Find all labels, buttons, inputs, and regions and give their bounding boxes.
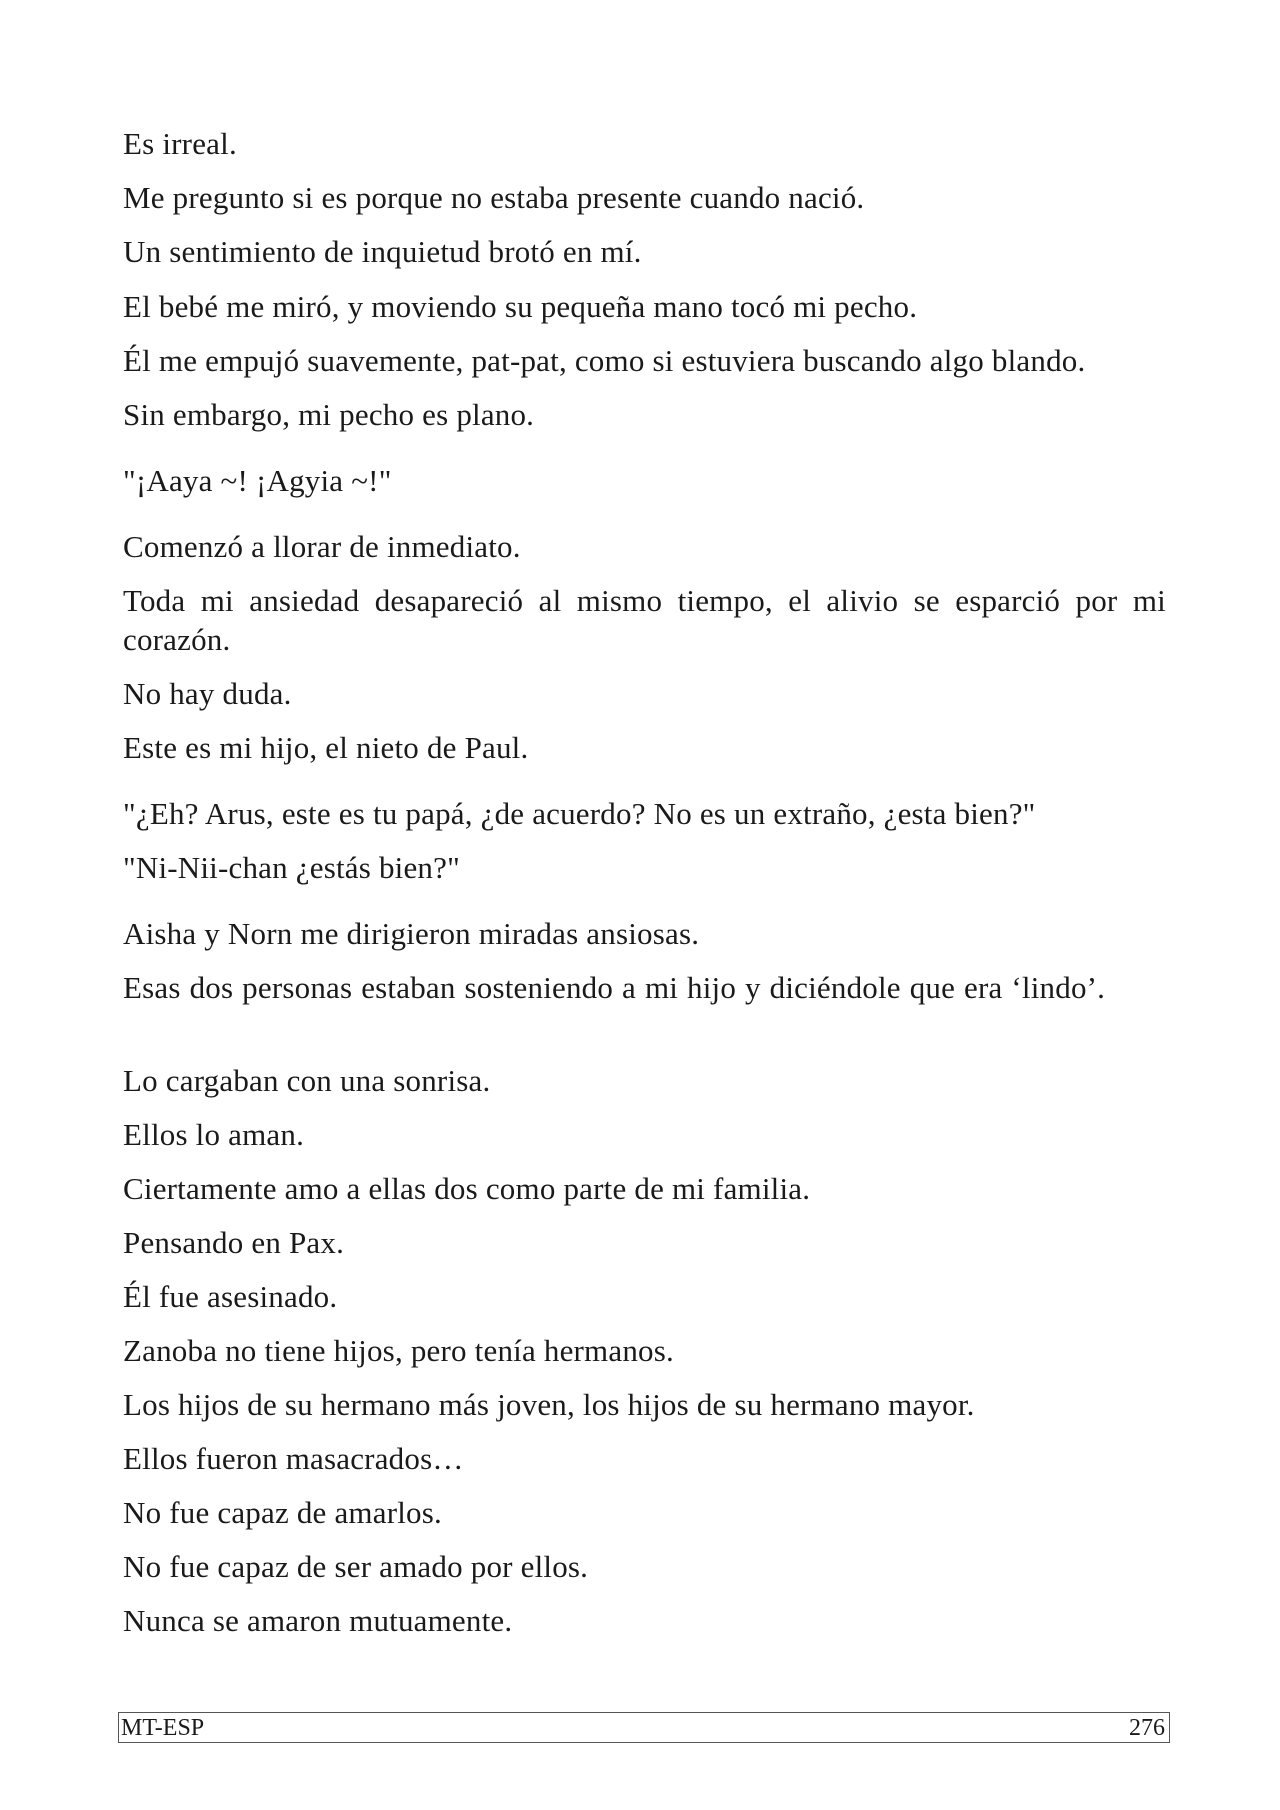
paragraph-6: Sin embargo, mi pecho es plano. <box>123 397 535 432</box>
paragraph-20: Ellos fueron masacrados… <box>123 1441 464 1476</box>
paragraph-5: Él me empujó suavemente, pat-pat, como si estuviera buscando algo blando. <box>123 343 1086 378</box>
paragraph-15: Ciertamente amo a ellas dos como parte de mi familia. <box>123 1171 811 1206</box>
paragraph-18: Zanoba no tiene hijos, pero tenía hermanos. <box>123 1333 674 1368</box>
page-number: 276 <box>1129 1715 1165 1741</box>
footer-label: MT-ESP <box>121 1715 205 1741</box>
paragraph-2: Me pregunto si es porque no estaba presente cuando nació. <box>123 180 865 215</box>
paragraph-7: Comenzó a llorar de inmediato. <box>123 529 521 564</box>
paragraph-3: Un sentimiento de inquietud brotó en mí. <box>123 234 642 269</box>
paragraph-11: Aisha y Norn me dirigieron miradas ansiosas. <box>123 916 700 951</box>
paragraph-1: Es irreal. <box>123 126 237 161</box>
paragraph-8: Toda mi ansiedad desapareció al mismo tiempo, el alivio se esparció por mi corazón. <box>123 583 1166 657</box>
dialogue-3: "Ni-Nii-chan ¿estás bien?" <box>123 850 460 885</box>
paragraph-14: Ellos lo aman. <box>123 1117 305 1152</box>
paragraph-13: Lo cargaban con una sonrisa. <box>123 1063 491 1098</box>
dialogue-2: "¿Eh? Arus, este es tu papá, ¿de acuerdo? No es un extraño, ¿esta bien?" <box>123 796 1036 831</box>
paragraph-10: Este es mi hijo, el nieto de Paul. <box>123 730 529 765</box>
page-footer <box>118 1712 1170 1743</box>
paragraph-23: Nunca se amaron mutuamente. <box>123 1603 513 1638</box>
paragraph-17: Él fue asesinado. <box>123 1279 338 1314</box>
dialogue-1: "¡Aaya ~! ¡Agyia ~!" <box>123 463 392 498</box>
paragraph-12: Esas dos personas estaban sosteniendo a mi hijo y diciéndole que era ‘lindo’. <box>123 970 1106 1005</box>
paragraph-22: No fue capaz de ser amado por ellos. <box>123 1549 589 1584</box>
paragraph-9: No hay duda. <box>123 676 292 711</box>
paragraph-4: El bebé me miró, y moviendo su pequeña mano tocó mi pecho. <box>123 289 918 324</box>
paragraph-19: Los hijos de su hermano más joven, los hijos de su hermano mayor. <box>123 1387 975 1422</box>
paragraph-21: No fue capaz de amarlos. <box>123 1495 442 1530</box>
paragraph-16: Pensando en Pax. <box>123 1225 345 1260</box>
